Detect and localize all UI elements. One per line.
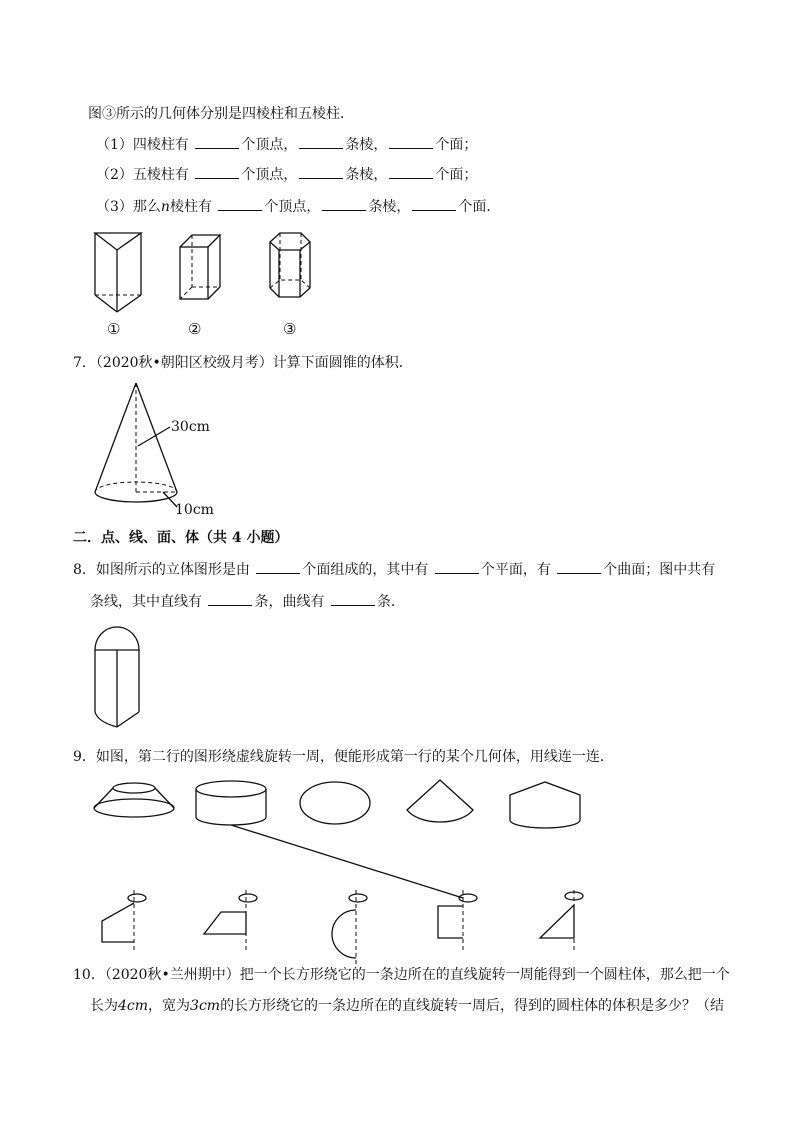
shape-trapezoid [204,890,257,950]
blank-suffix: 个面； [435,137,478,153]
q8-text-e: 条线，其中直线有 [90,594,202,610]
shape-triangle [540,890,583,950]
cone-cylinder-solid [510,782,580,828]
q10-length-value: 4cm [118,998,149,1014]
blank-suffix: 个顶点， [241,167,298,183]
frustum-solid [94,783,174,817]
q10-text-b: ，宽为 [148,998,191,1014]
shape-trapezoid-step [102,890,146,950]
sector-solid [407,780,473,822]
q6-part3-label2: 棱柱有 [169,199,212,215]
connection-line [231,825,463,898]
blank-suffix: 个面． [458,199,501,215]
variable-n: n [160,199,170,215]
q7-text: 7．（2020秋•朝阳区校级月考）计算下面圆锥的体积． [73,355,413,371]
q8-text-g: 条． [376,594,405,610]
shape-rectangle [438,890,477,950]
q6-part3-label: （3）那么 [96,199,161,215]
q6-part2-label: （2）五棱柱有 [96,167,189,183]
q8-text-c: 个平面，有 [480,562,551,578]
section-title: 二．点、线、面、体（共 4 小题） [73,530,289,546]
cylinder-solid [196,781,266,825]
blank-suffix: 个顶点， [241,137,298,153]
shape-semicircle [332,890,367,965]
q10-line2 [90,996,724,1016]
blank-suffix: 个面； [435,167,478,183]
figure-label-3: ③ [283,320,297,338]
q6-intro: 图③所示的几何体分别是四棱柱和五棱柱． [88,106,354,122]
q6-part1-label: （1）四棱柱有 [96,137,189,153]
q10-width-value: 3cm [190,998,221,1014]
q10-text-c: 的长方形绕它的一条边所在的直线旋转一周后，得到的圆柱体的体积是多少？（结 [220,998,725,1014]
figure-label-2: ② [188,320,202,338]
blank-suffix: 条棱， [345,167,388,183]
q10-text-a: 长为 [90,998,118,1014]
blank-suffix: 个顶点， [264,199,321,215]
q8-text-b: 个面组成的，其中有 [302,562,429,578]
cone-height-label: 30cm [171,419,210,435]
q9-text: 9．如图，第二行的图形绕虚线旋转一周，便能形成第一行的某个几何体，用线连一连． [73,749,614,765]
blank-suffix: 条棱， [368,199,411,215]
cone-radius-label: 10cm [175,502,214,518]
ellipsoid-solid [300,782,370,824]
q8-text-f: 条，曲线有 [254,594,325,610]
blank-suffix: 条棱， [345,137,388,153]
figure-label-1: ① [107,320,121,338]
q8-text-d: 个曲面；图中共有 [603,562,716,578]
q10-line1: 10．（2020秋•兰州期中）把一个长方形绕它的一条边所在的直线旋转一周能得到一个圆柱体，那么把一个 [73,967,730,983]
q8-text-a: 8．如图所示的立体图形是由 [73,562,250,578]
